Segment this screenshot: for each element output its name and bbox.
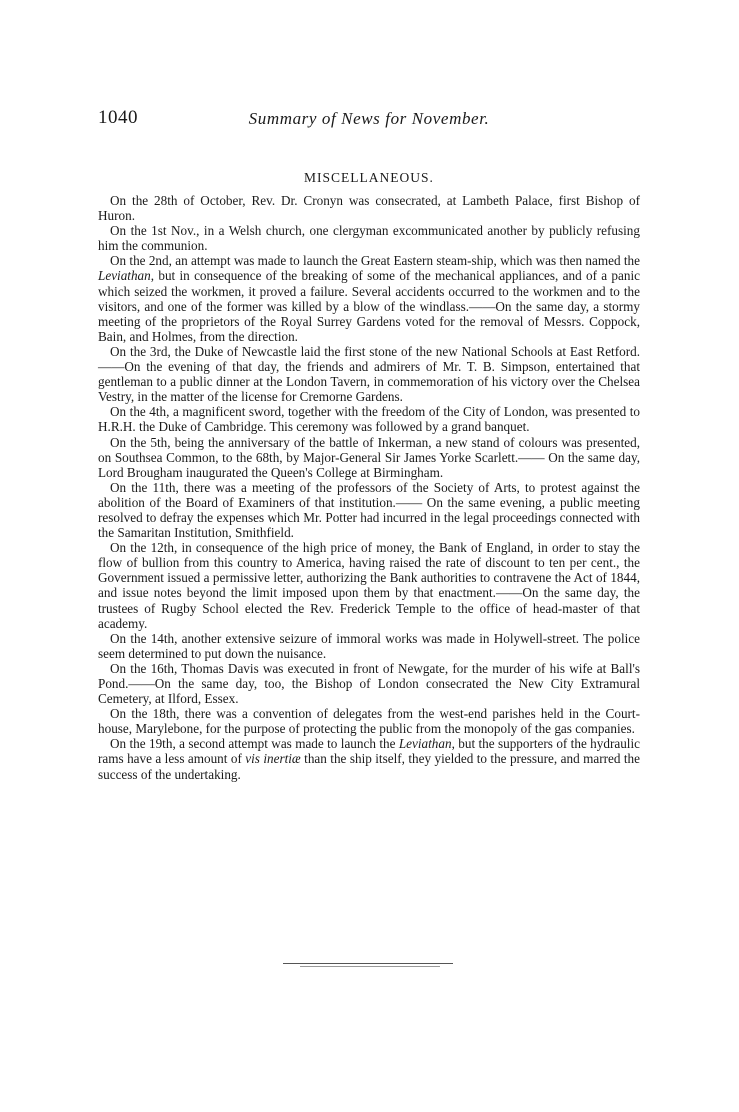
latin-term: vis inertiæ [245,751,301,767]
ship-name: Leviathan [398,736,452,752]
paragraph: On the 11th, there was a meeting of the professors of the Society of Arts, to protest against the abolition of the Board of Examiners of that institution.—— On the same evening, a public meeting resolved to defray the expenses which Mr. Potter had incurred in the legal proceedings connected with the Samaritan Institution, Smithfield. [98,479,640,541]
running-head: Summary of News for November. [248,109,490,128]
paragraph: On the 16th, Thomas Davis was executed in front of Newgate, for the murder of his wife at Ball's Pond.——On the same day, too, the Bishop of London consecrated the New City Extramural Cemetery, at Ilford, Essex. [98,660,640,707]
page-number: 1040 [98,107,138,128]
paragraph: On the 18th, there was a convention of delegates from the west-end parishes held in the Court-house, Marylebone, for the purpose of protecting the public from the monopoly of the gas companies. [98,706,640,737]
section-title: MISCELLANEOUS. [304,170,434,185]
paragraph: On the 14th, another extensive seizure of immoral works was made in Holywell-street. The police seem determined to put down the nuisance. [98,630,640,661]
article-body [98,193,640,782]
section-divider [283,963,453,964]
paragraph [98,253,640,344]
paragraph-text: On the 19th, a second attempt was made to launch the [110,736,399,752]
paragraph-text: , but in consequence of the breaking of some of the mechanical appliances, and of a panic which seized the workmen, it proved a failure. Several accidents occurred to the workmen and to the visitors, and one of the former was killed by a blow of the windlass.——On the same day, a stormy meeting of the proprietors of the Royal Surrey Gardens voted for the removal of Messrs. Coppock, Bain, and Holmes, from the direction. [98,268,640,344]
paragraph-text: than the ship itself, they yielded to the pressure, and marred the success of the undertaking. [98,751,640,782]
paragraph-text: On the 2nd, an attempt was made to launch the Great Eastern steam-ship, which was then named the [110,253,640,269]
paragraph: On the 1st Nov., in a Welsh church, one clergyman excommunicated another by publicly refusing him the communion. [98,223,640,254]
ship-name: Leviathan [98,268,151,284]
paragraph [98,736,640,781]
paragraph: On the 4th, a magnificent sword, together with the freedom of the City of London, was presented to H.R.H. the Duke of Cambridge. This ceremony was followed by a grand banquet. [98,404,640,435]
paragraph: On the 3rd, the Duke of Newcastle laid the first stone of the new National Schools at East Retford.——On the evening of that day, the friends and admirers of Mr. T. B. Simpson, entertained that gentleman to a public dinner at the London Tavern, in commemoration of his victory over the Chelsea Vestry, in the matter of the license for Cremorne Gardens. [98,343,640,405]
paragraph: On the 12th, in consequence of the high price of money, the Bank of England, in order to stay the flow of bullion from this country to America, having raised the rate of discount to ten per cent., the Government issued a permissive letter, authorizing the Bank authorities to contravene the Act of 1844, and issue notes beyond the limit imposed upon them by that enactment.——On the same day, the trustees of Rugby School elected the Rev. Frederick Temple to the office of head-master of that academy. [98,540,640,631]
paragraph: On the 28th of October, Rev. Dr. Cronyn was consecrated, at Lambeth Palace, first Bishop of Huron. [98,193,640,224]
paragraph-text: , but the supporters of the hydraulic rams have a less amount of [98,736,640,767]
section-divider-underline [300,966,440,967]
page-header [98,107,640,137]
paragraph: On the 5th, being the anniversary of the battle of Inkerman, a new stand of colours was presented, on Southsea Common, to the 68th, by Major-General Sir James Yorke Scarlett.—— On the same day, Lord Brougham inaugurated the Queen's College at Birmingham. [98,434,640,480]
